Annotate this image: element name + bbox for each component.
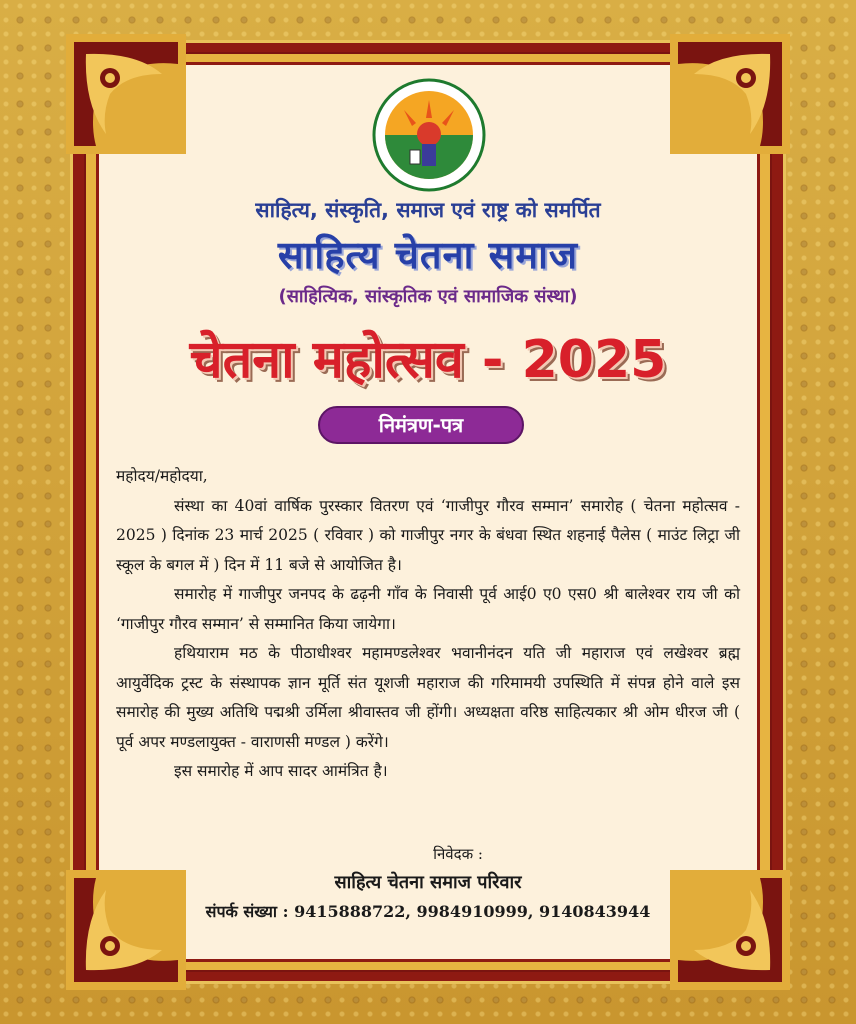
organization-name: साहित्य चेतना समाज bbox=[277, 233, 579, 277]
salutation: महोदय/महोदया, bbox=[116, 467, 208, 485]
corner-ornament-icon bbox=[670, 34, 790, 154]
event-title: चेतना महोत्सव - 2025 bbox=[189, 330, 667, 390]
dedication-line: साहित्य, संस्कृति, समाज एवं राष्ट्र को समर्पित bbox=[255, 198, 601, 222]
requester-name: साहित्य चेतना समाज परिवार bbox=[334, 872, 522, 893]
paragraph-invitation: इस समारोह में आप सादर आमंत्रित है। bbox=[174, 762, 388, 780]
paragraph-event-details: संस्था का 40वां वार्षिक पुरस्कार वितरण एवं ‘गाजीपुर गौरव सम्मान’ समारोह ( चेतना महोत्सव - 2025 ) दिनांक 23 मार्च 2025 ( रविवार ) को गाजीपुर नगर के बंधवा स्थित शहनाई पैलेस ( माउंट लिट्रा जी स्कूल के बगल में ) दिन में 11 बजे से आयोजित है। bbox=[116, 496, 740, 574]
requester-label: निवेदक : bbox=[433, 845, 483, 863]
contact-numbers: संपर्क संख्या : 9415888722, 9984910999, 9140843944 bbox=[205, 902, 651, 921]
invitation-badge: निमंत्रण-पत्र bbox=[318, 406, 524, 444]
invitation-body bbox=[116, 462, 740, 787]
organization-type: (साहित्यिक, सांस्कृतिक एवं सामाजिक संस्था) bbox=[278, 286, 578, 307]
corner-ornament-icon bbox=[66, 34, 186, 154]
organization-logo bbox=[372, 78, 486, 192]
paragraph-guests: हथियाराम मठ के पीठाधीश्वर महामण्डलेश्वर भवानीनंदन यति जी महाराज एवं लखेश्वर ब्रह्म आयुर्वेदिक ट्रस्ट के संस्थापक ज्ञान मूर्ति संत यूशजी महाराज की गरिमामयी उपस्थिति में संपन्न होने वाले इस समारोह की मुख्य अतिथि पद्मश्री उर्मिला श्रीवास्तव जी होंगी। अध्यक्षता वरिष्ठ साहित्यकार श्री ओम धीरज जी ( पूर्व अपर मण्डलायुक्त - वाराणसी मण्डल ) करेंगे। bbox=[116, 644, 740, 751]
paragraph-honoree: समारोह में गाजीपुर जनपद के ढढ़नी गाँव के निवासी पूर्व आई0 ए0 एस0 श्री बालेश्वर राय जी को ‘गाजीपुर गौरव सम्मान’ से सम्मानित किया जायेगा। bbox=[116, 585, 740, 633]
